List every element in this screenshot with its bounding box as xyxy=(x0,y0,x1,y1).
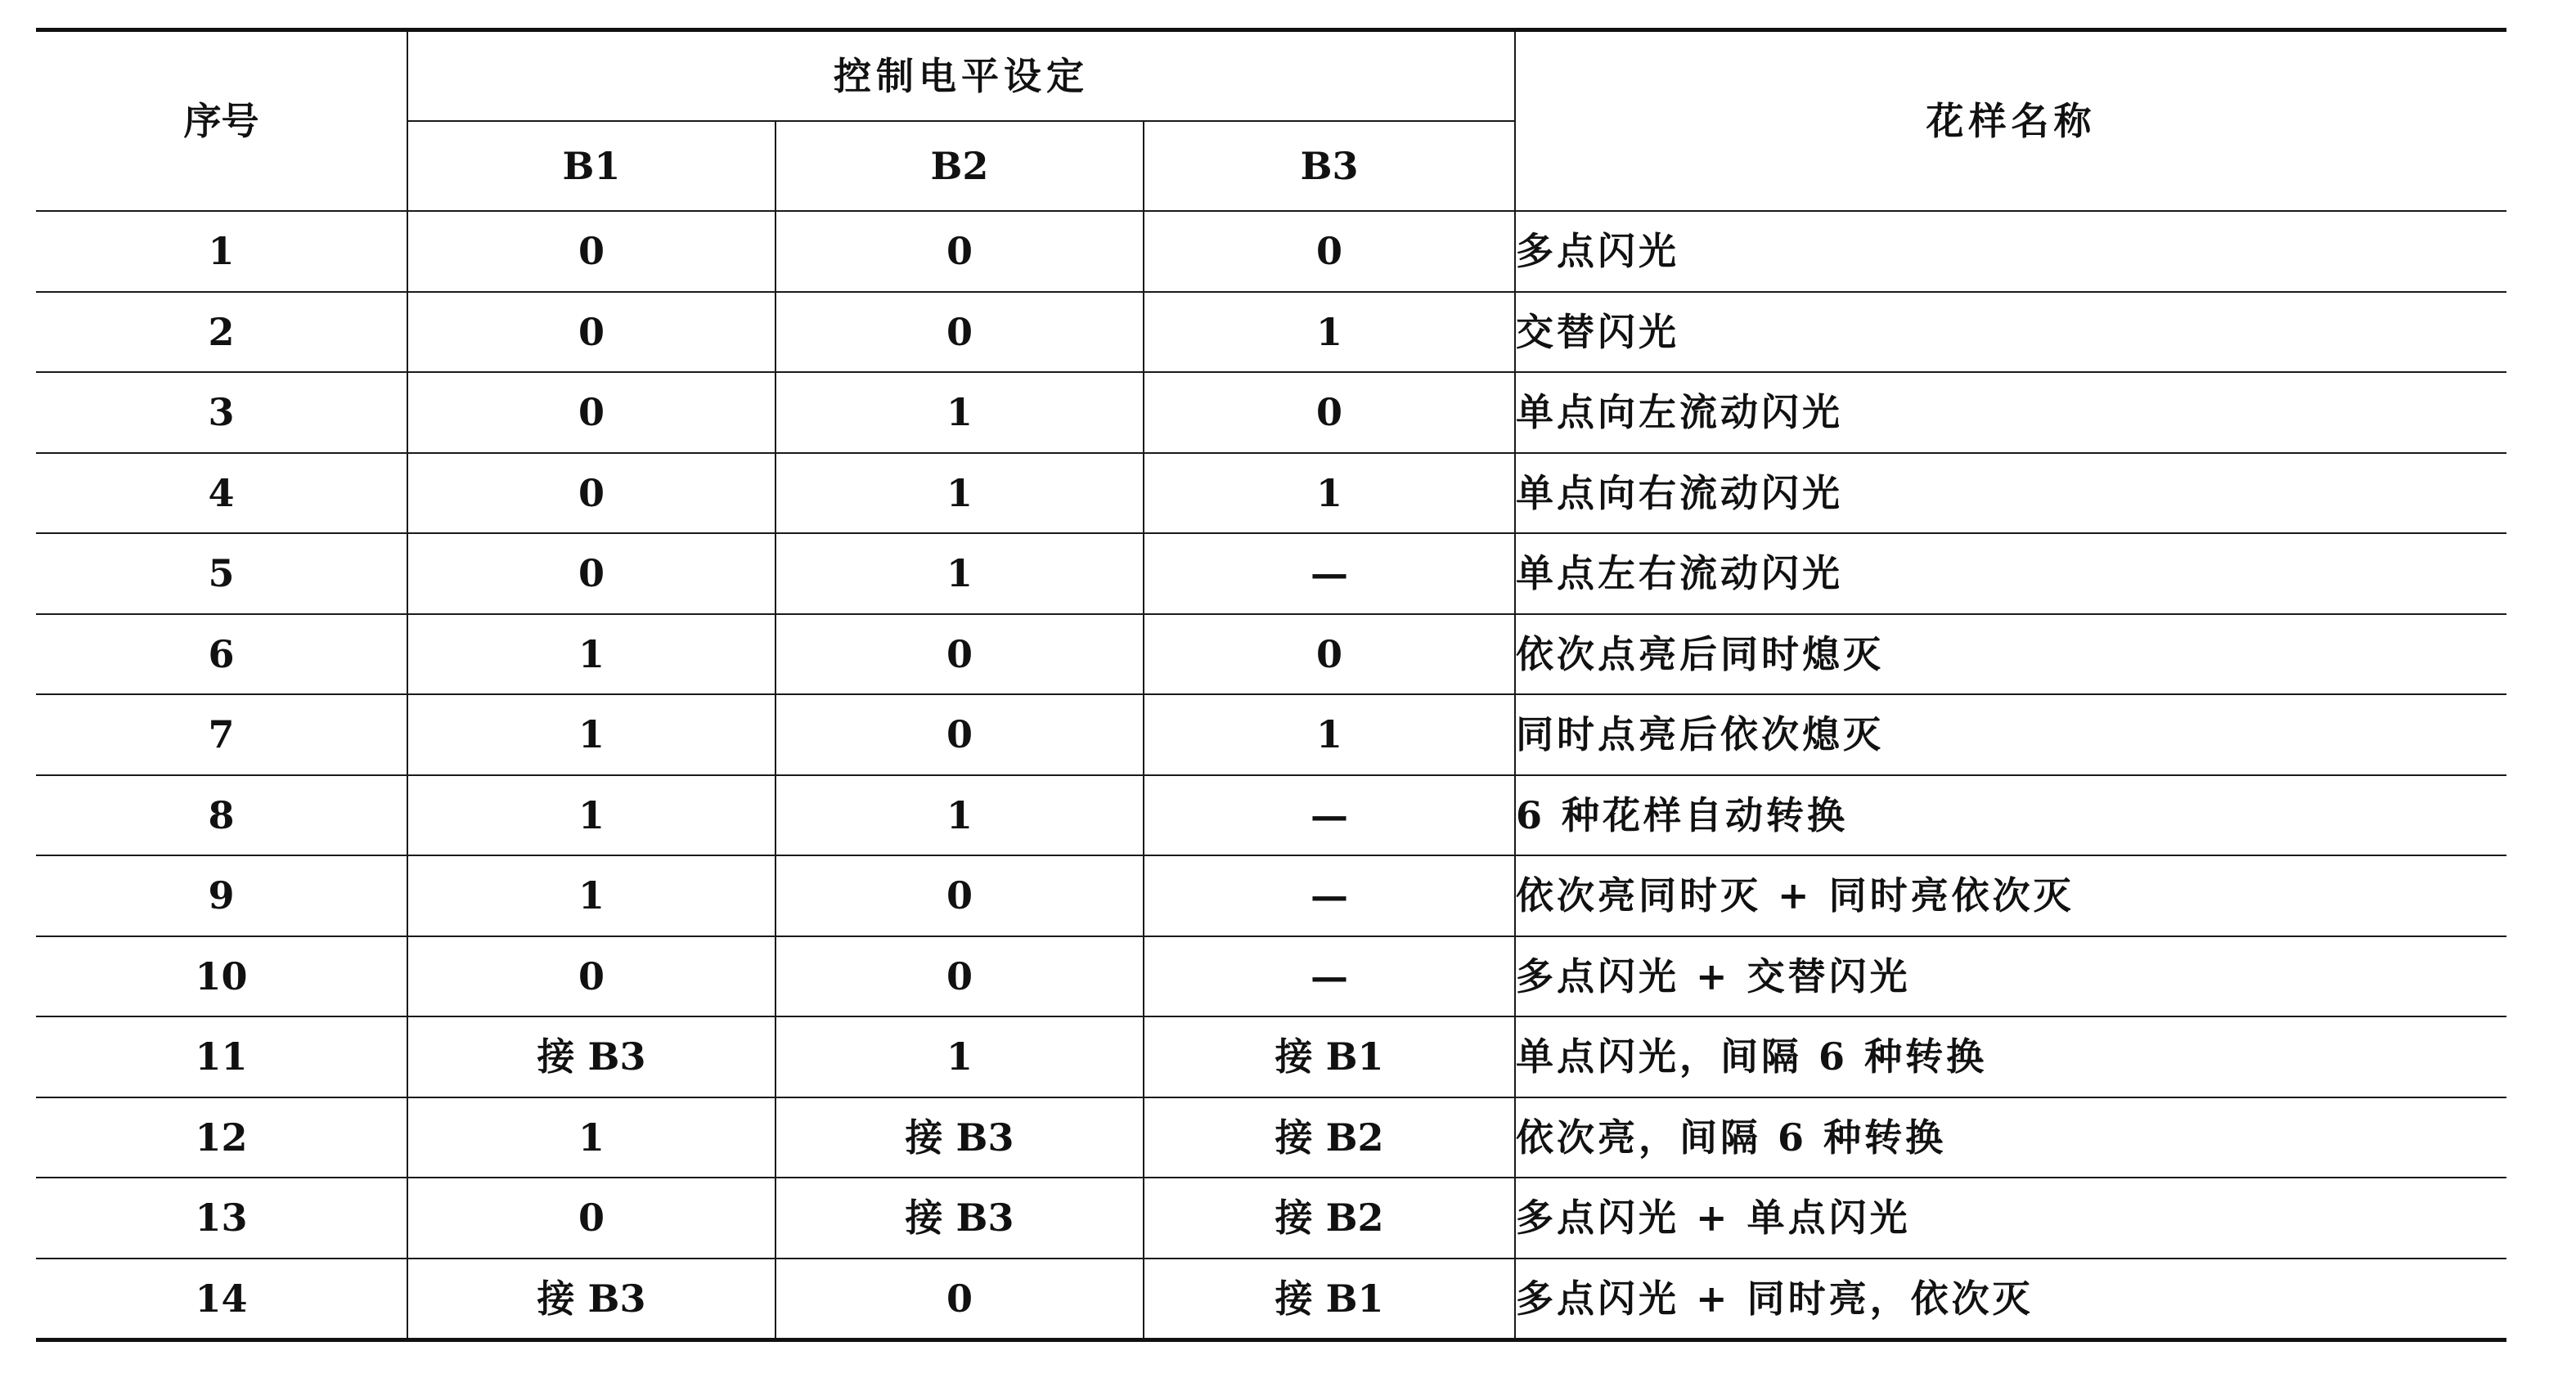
cell-b3: 1 xyxy=(1144,292,1515,373)
cell-b2: 接 B3 xyxy=(775,1097,1144,1178)
table-row xyxy=(36,1016,2506,1097)
cell-pattern-name: 交替闪光 xyxy=(1515,292,2506,373)
cell-b2: 0 xyxy=(775,1259,1144,1340)
cell-b1: 0 xyxy=(407,453,775,534)
cell-pattern-name: 6 种花样自动转换 xyxy=(1515,775,2506,856)
cell-b3: 1 xyxy=(1144,453,1515,534)
cell-b1: 0 xyxy=(407,292,775,373)
header-b1: B1 xyxy=(407,121,775,211)
cell-pattern-name: 依次亮，间隔 6 种转换 xyxy=(1515,1097,2506,1178)
table-row xyxy=(36,211,2506,292)
cell-seq: 7 xyxy=(36,694,407,775)
cell-pattern-name: 单点闪光，间隔 6 种转换 xyxy=(1515,1016,2506,1097)
table-row xyxy=(36,1097,2506,1178)
cell-b2: 0 xyxy=(775,936,1144,1017)
cell-seq: 12 xyxy=(36,1097,407,1178)
cell-b2: 1 xyxy=(775,533,1144,614)
table-row xyxy=(36,533,2506,614)
cell-seq: 8 xyxy=(36,775,407,856)
table-row xyxy=(36,292,2506,373)
table-row xyxy=(36,372,2506,453)
table-row xyxy=(36,1259,2506,1340)
cell-b1: 1 xyxy=(407,614,775,695)
cell-b1: 0 xyxy=(407,211,775,292)
pattern-control-table xyxy=(36,28,2506,1342)
table-row xyxy=(36,936,2506,1017)
cell-b3: 0 xyxy=(1144,211,1515,292)
cell-seq: 11 xyxy=(36,1016,407,1097)
cell-b2: 1 xyxy=(775,453,1144,534)
cell-pattern-name: 多点闪光 + 单点闪光 xyxy=(1515,1178,2506,1259)
table-row xyxy=(36,453,2506,534)
cell-b2: 0 xyxy=(775,292,1144,373)
cell-seq: 2 xyxy=(36,292,407,373)
cell-seq: 10 xyxy=(36,936,407,1017)
cell-pattern-name: 多点闪光 xyxy=(1515,211,2506,292)
cell-b2: 0 xyxy=(775,211,1144,292)
cell-b3: 接 B1 xyxy=(1144,1016,1515,1097)
cell-b3: — xyxy=(1144,855,1515,936)
cell-pattern-name: 单点向右流动闪光 xyxy=(1515,453,2506,534)
cell-b3: — xyxy=(1144,936,1515,1017)
cell-b3: — xyxy=(1144,533,1515,614)
cell-b3: 接 B2 xyxy=(1144,1097,1515,1178)
cell-b1: 1 xyxy=(407,1097,775,1178)
cell-b1: 0 xyxy=(407,936,775,1017)
table-row xyxy=(36,1178,2506,1259)
cell-seq: 3 xyxy=(36,372,407,453)
cell-b1: 1 xyxy=(407,775,775,856)
cell-seq: 4 xyxy=(36,453,407,534)
cell-b2: 0 xyxy=(775,614,1144,695)
cell-pattern-name: 多点闪光 + 同时亮，依次灭 xyxy=(1515,1259,2506,1340)
header-control-level: 控制电平设定 xyxy=(407,30,1515,122)
table-row xyxy=(36,614,2506,695)
cell-b2: 1 xyxy=(775,372,1144,453)
cell-b1: 0 xyxy=(407,533,775,614)
header-b3: B3 xyxy=(1144,121,1515,211)
cell-b1: 1 xyxy=(407,855,775,936)
cell-b3: 1 xyxy=(1144,694,1515,775)
cell-pattern-name: 单点向左流动闪光 xyxy=(1515,372,2506,453)
cell-b1: 1 xyxy=(407,694,775,775)
cell-b3: 0 xyxy=(1144,614,1515,695)
header-seq: 序号 xyxy=(36,30,407,212)
header-pattern-name: 花样名称 xyxy=(1515,30,2506,212)
cell-pattern-name: 同时点亮后依次熄灭 xyxy=(1515,694,2506,775)
cell-b1: 接 B3 xyxy=(407,1259,775,1340)
cell-b3: 接 B2 xyxy=(1144,1178,1515,1259)
cell-b1: 0 xyxy=(407,372,775,453)
cell-pattern-name: 单点左右流动闪光 xyxy=(1515,533,2506,614)
cell-b1: 0 xyxy=(407,1178,775,1259)
table-row xyxy=(36,694,2506,775)
table-row xyxy=(36,855,2506,936)
cell-b2: 1 xyxy=(775,1016,1144,1097)
cell-b3: — xyxy=(1144,775,1515,856)
cell-pattern-name: 多点闪光 + 交替闪光 xyxy=(1515,936,2506,1017)
cell-seq: 6 xyxy=(36,614,407,695)
cell-pattern-name: 依次亮同时灭 + 同时亮依次灭 xyxy=(1515,855,2506,936)
cell-b3: 0 xyxy=(1144,372,1515,453)
table-row xyxy=(36,775,2506,856)
cell-b2: 接 B3 xyxy=(775,1178,1144,1259)
cell-seq: 5 xyxy=(36,533,407,614)
table-header-row xyxy=(36,30,2506,122)
cell-seq: 13 xyxy=(36,1178,407,1259)
cell-seq: 9 xyxy=(36,855,407,936)
cell-pattern-name: 依次点亮后同时熄灭 xyxy=(1515,614,2506,695)
cell-b2: 0 xyxy=(775,855,1144,936)
header-b2: B2 xyxy=(775,121,1144,211)
cell-b2: 1 xyxy=(775,775,1144,856)
cell-b2: 0 xyxy=(775,694,1144,775)
cell-b1: 接 B3 xyxy=(407,1016,775,1097)
cell-seq: 1 xyxy=(36,211,407,292)
cell-b3: 接 B1 xyxy=(1144,1259,1515,1340)
cell-seq: 14 xyxy=(36,1259,407,1340)
